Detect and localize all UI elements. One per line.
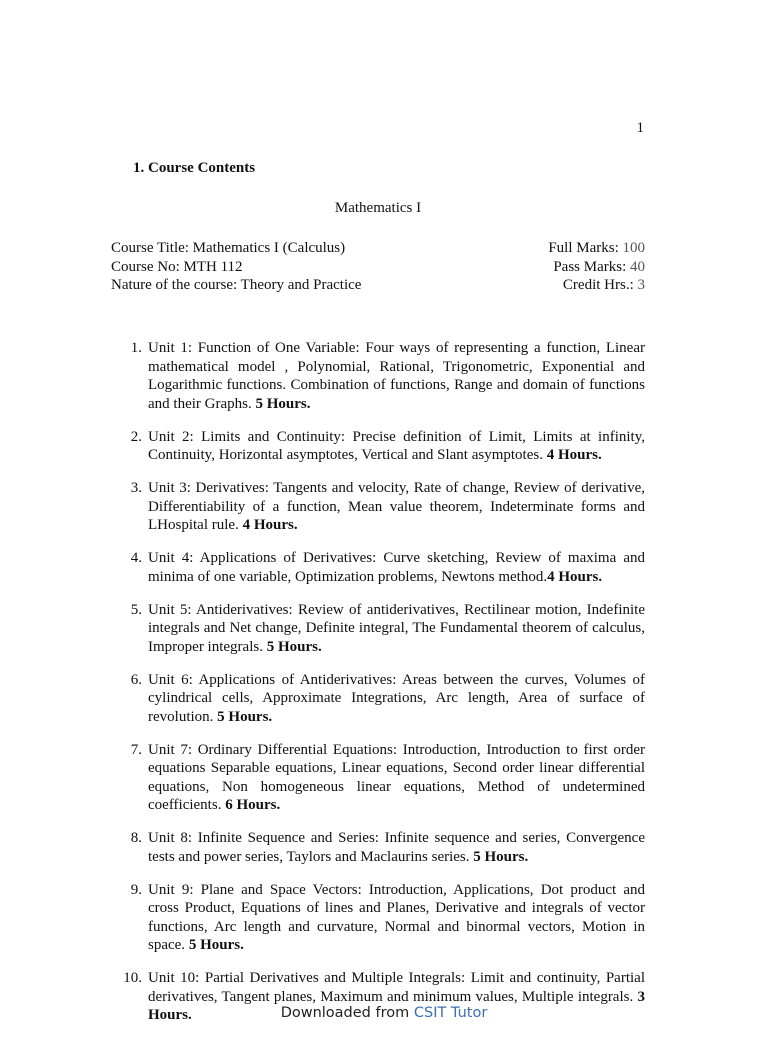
list-item (111, 671, 645, 727)
credit-hours-label: Credit Hrs.: (562, 277, 638, 293)
list-item (111, 339, 645, 413)
unit-text: Unit 1: Function of One Variable: Four ways of representing a function, Linear mathematical model , Polynomial, Rational, Trigonometric, Exponential and Logarithmic functions. Combination of functions, Range and domain of functions and their Graphs. (148, 340, 645, 412)
unit-number: 5. (130, 601, 142, 618)
unit-hours: 5 Hours. (188, 937, 244, 953)
list-item (111, 829, 645, 866)
unit-text: Unit 4: Applications of Derivatives: Curve sketching, Review of maxima and minima of one variable, Optimization problems, Newtons method. (148, 550, 645, 585)
pass-marks-value: 40 (630, 258, 645, 275)
unit-number: 7. (130, 741, 142, 758)
unit-number: 9. (130, 881, 142, 898)
unit-text: Unit 10: Partial Derivatives and Multiple Integrals: Limit and continuity, Partial derivatives, Tangent planes, Maximum and minimum values, Multiple integrals. (148, 970, 645, 1005)
pass-marks (553, 258, 645, 277)
unit-text: Unit 9: Plane and Space Vectors: Introduction, Applications, Dot product and cross Product, Equations of lines and Planes, Derivative and integrals of vector functions, Arc length and curvature, Normal and binormal vectors, Motion in space. (148, 881, 645, 953)
unit-text: Unit 7: Ordinary Differential Equations: Introduction, Introduction to first order equations Separable equations, Linear equations, Second order linear differential equations, Non homogeneous linear equations, Method of undetermined coefficients. (148, 741, 645, 813)
course-name: Mathematics I (334, 200, 422, 216)
unit-list (111, 339, 645, 1039)
footer-prefix: Downloaded from (280, 1005, 414, 1021)
pass-marks-label: Pass Marks: (553, 258, 630, 275)
unit-hours: 6 Hours. (225, 797, 281, 813)
full-marks-value: 100 (622, 240, 645, 256)
unit-text: Unit 8: Infinite Sequence and Series: Infinite sequence and series, Convergence tests and power series, Taylors and Maclaurins series. (148, 830, 645, 865)
unit-number: 10. (123, 970, 142, 986)
info-row-number (111, 258, 645, 277)
info-row-nature (111, 276, 645, 295)
unit-number: 2. (130, 428, 142, 445)
credit-hours-value: 3 (637, 277, 645, 293)
unit-hours: 4 Hours. (242, 517, 298, 533)
unit-number: 6. (130, 671, 142, 688)
unit-text: Unit 2: Limits and Continuity: Precise definition of Limit, Limits at infinity, Continuity, Horizontal asymptotes, Vertical and Slant asymptotes. (148, 428, 645, 463)
unit-hours: 4 Hours. (547, 568, 603, 585)
unit-text: Unit 5: Antiderivatives: Review of antiderivatives, Rectilinear motion, Indefinite integrals and Net change, Definite integral, The Fundamental theorem of calculus, Improper integrals. (148, 601, 645, 655)
full-marks-label: Full Marks: (548, 240, 623, 256)
list-item (111, 549, 645, 586)
course-title: Course Title: Mathematics I (Calculus) (111, 240, 346, 256)
course-nature: Nature of the course: Theory and Practice (111, 277, 362, 293)
list-item (111, 428, 645, 465)
unit-number: 3. (130, 480, 142, 496)
unit-hours: 5 Hours. (217, 708, 273, 725)
course-number: Course No: MTH 112 (111, 258, 243, 275)
unit-hours: 4 Hours. (546, 447, 602, 463)
unit-number: 8. (130, 830, 142, 846)
course-info (111, 239, 645, 295)
list-item (111, 741, 645, 815)
unit-hours: 5 Hours. (255, 395, 311, 412)
unit-number: 1. (130, 340, 142, 356)
unit-hours: 5 Hours. (473, 848, 529, 865)
page-number: 1 (636, 120, 644, 136)
unit-hours: 5 Hours. (266, 638, 322, 655)
download-footer (0, 1005, 768, 1021)
unit-hours: 3 Hours. (148, 988, 646, 1023)
info-row-title (111, 239, 645, 258)
unit-number: 4. (130, 550, 142, 566)
list-item (111, 479, 645, 535)
credit-hours (563, 276, 645, 295)
unit-text: Unit 3: Derivatives: Tangents and velocity, Rate of change, Review of derivative, Differentiability of a function, Mean value theorem, Indeterminate forms and LHospital rule. (148, 480, 645, 533)
full-marks (548, 239, 645, 258)
list-item (111, 601, 645, 657)
list-item (111, 881, 645, 955)
section-heading: 1. Course Contents (133, 160, 256, 176)
unit-text: Unit 6: Applications of Antiderivatives: Areas between the curves, Volumes of cylindrical cells, Approximate Integrations, Arc length, Area of surface of revolution. (148, 671, 645, 725)
csit-tutor-link[interactable]: CSIT Tutor (413, 1005, 488, 1021)
